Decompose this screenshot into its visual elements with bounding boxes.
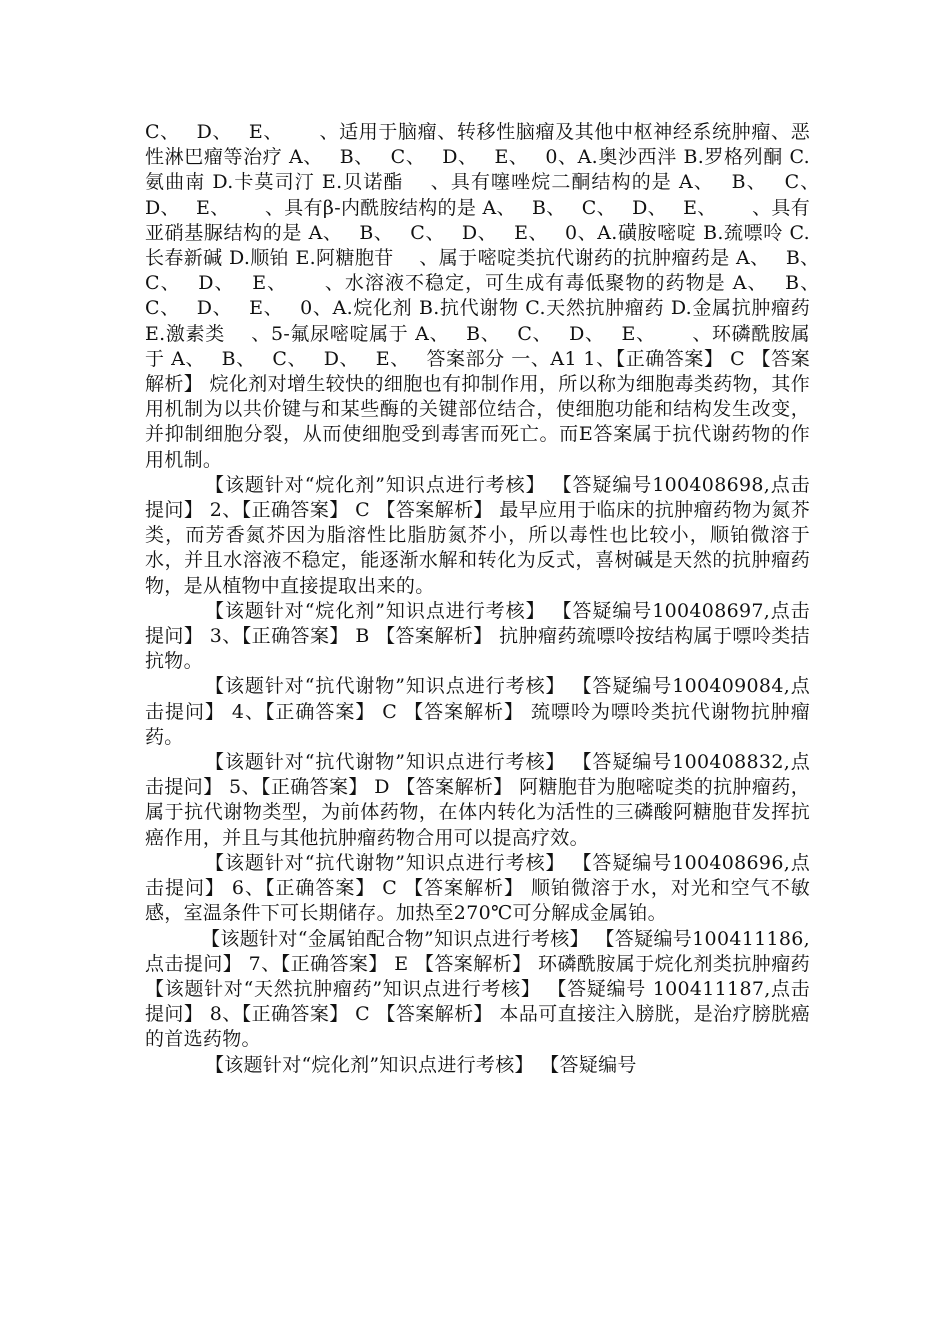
paragraph-answer-7-8: 【该题针对“金属铂配合物”知识点进行考核】 【答疑编号100411186,点击提问】 7、【正确答案】 E 【答案解析】 环磷酰胺属于烷化剂类抗肿瘤药 【该题针对“天然抗肿瘤药”知识点进行考核】 【答疑编号 100411187,点击提问】 8、【正确答案】 C 【答案解析】 本品可直接注入膀胱，是治疗膀胱癌的首选药物。 xyxy=(145,927,810,1051)
document-body xyxy=(145,120,836,1078)
paragraph-questions-and-answer-1: C、 D、 E、 、适用于脑瘤、转移性脑瘤及其他中枢神经系统肿瘤、恶性淋巴瘤等治疗 A、 B、 C、 D、 E、 0、A.奥沙西泮 B.罗格列酮 C.氨曲南 D.卡莫司汀 E.贝诺酯 、具有噻唑烷二酮结构的是 A、 B、 C、 D、 E、 、具有β-内酰胺结构的是 A、 B、 C、 D、 E、 、具有亚硝基脲结构的是 A、 B、 C、 D、 E、 0、A.磺胺嘧啶 B.巯嘌呤 C.长春新碱 D.顺铂 E.阿糖胞苷 、属于嘧啶类抗代谢药的抗肿瘤药是 A、 B、 C、 D、 E、 、水溶液不稳定，可生成有毒低聚物的药物是 A、 B、 C、 D、 E、 0、A.烷化剂 B.抗代谢物 C.天然抗肿瘤药 D.金属抗肿瘤药 E.激素类 、5-氟尿嘧啶属于 A、 B、 C、 D、 E、 、环磷酰胺属于 A、 B、 C、 D、 E、 答案部分 一、A1 1、【正确答案】 C 【答案解析】 烷化剂对增生较快的细胞也有抑制作用，所以称为细胞毒类药物，其作用机制为以共价键与和某些酶的关键部位结合，使细胞功能和结构发生改变，并抑制细胞分裂，从而使细胞受到毒害而死亡。而E答案属于抗代谢药物的作用机制。 xyxy=(145,121,836,471)
paragraph-answer-6: 【该题针对“抗代谢物”知识点进行考核】 【答疑编号100408696,点击提问】 6、【正确答案】 C 【答案解析】 顺铂微溶于水，对光和空气不敏感，室温条件下可长期储存。加热至270℃可分解成金属铂。 xyxy=(145,851,810,925)
paragraph-answer-5: 【该题针对“抗代谢物”知识点进行考核】 【答疑编号100408832,点击提问】 5、【正确答案】 D 【答案解析】 阿糖胞苷为胞嘧啶类的抗肿瘤药，属于抗代谢物类型，为前体药物，在体内转化为活性的三磷酸阿糖胞苷发挥抗癌作用，并且与其他抗肿瘤药物合用可以提高疗效。 xyxy=(145,751,810,849)
paragraph-answer-4: 【该题针对“抗代谢物”知识点进行考核】 【答疑编号100409084,点击提问】 4、【正确答案】 C 【答案解析】 巯嘌呤为嘌呤类抗代谢物抗肿瘤药。 xyxy=(145,675,810,748)
paragraph-answer-footer: 【该题针对“烷化剂”知识点进行考核】 【答疑编号 xyxy=(205,1053,637,1076)
paragraph-answer-3: 【该题针对“烷化剂”知识点进行考核】 【答疑编号100408697,点击提问】 3、【正确答案】 B 【答案解析】 抗肿瘤药巯嘌呤按结构属于嘌呤类拮抗物。 xyxy=(145,599,810,673)
paragraph-answer-2: 【该题针对“烷化剂”知识点进行考核】 【答疑编号100408698,点击提问】 2、【正确答案】 C 【答案解析】 最早应用于临床的抗肿瘤药物为氮芥类，而芳香氮芥因为脂溶性比脂肪氮芥小，所以毒性也比较小，顺铂微溶于水，并且水溶液不稳定，能逐渐水解和转化为反式，喜树碱是天然的抗肿瘤药物，是从植物中直接提取出来的。 xyxy=(145,473,810,597)
